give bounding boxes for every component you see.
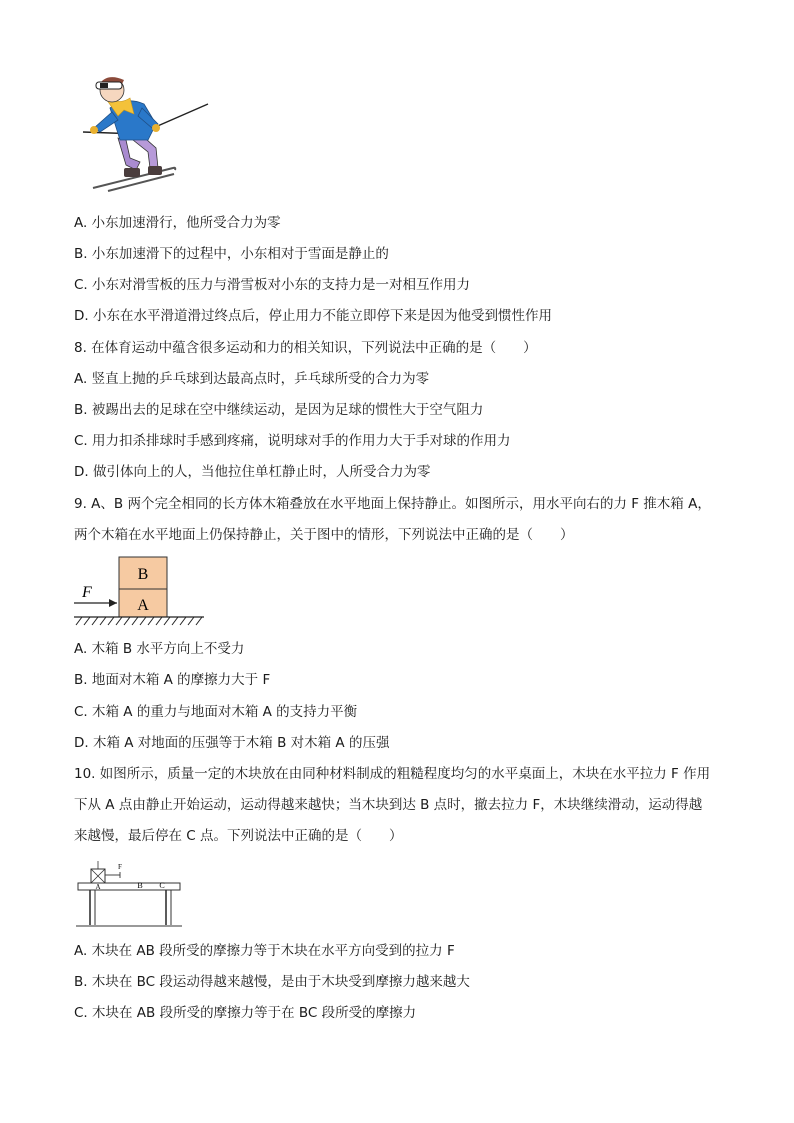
force-f-label: F [82,584,92,601]
q7-option-d: D. 小东在水平滑道滑过终点后，停止用力不能立即停下来是因为他受到惯性作用 [74,308,552,324]
q8-stem: 8. 在体育运动中蕴含很多运动和力的相关知识，下列说法中正确的是（ ） [74,340,537,356]
q10-force-label: F [118,863,122,871]
q10-option-a: A. 木块在 AB 段所受的摩擦力等于木块在水平方向受到的拉力 F [74,943,455,959]
box-a-label: A [137,597,149,614]
q8-option-b: B. 被踢出去的足球在空中继续运动，是因为足球的惯性大于空气阻力 [74,402,484,418]
q8-option-c: C. 用力扣杀排球时手感到疼痛，说明球对手的作用力大于手对球的作用力 [74,433,511,449]
q9-stem-line2: 两个木箱在水平地面上仍保持静止，关于图中的情形，下列说法中正确的是（ ） [74,527,574,543]
q8-option-d: D. 做引体向上的人，当他拉住单杠静止时，人所受合力为零 [74,464,431,480]
q7-option-b: B. 小东加速滑下的过程中，小东相对于雪面是静止的 [74,246,389,262]
q10-stem-line2: 下从 A 点由静止开始运动，运动得越来越快；当木块到达 B 点时，撤去拉力 F，木块继续滑动，运动得越 [74,797,703,813]
box-b-label: B [137,566,149,583]
q10-option-b: B. 木块在 BC 段运动得越来越慢，是由于木块受到摩擦力越来越大 [74,974,470,990]
ground-hatching [76,617,202,625]
q7-option-a: A. 小东加速滑行，他所受合力为零 [74,215,281,231]
q9-option-c: C. 木箱 A 的重力与地面对木箱 A 的支持力平衡 [74,704,358,720]
q10-option-c: C. 木块在 AB 段所受的摩擦力等于在 BC 段所受的摩擦力 [74,1005,417,1021]
q9-option-a: A. 木箱 B 水平方向上不受力 [74,641,245,657]
q10-stem-line3: 来越慢，最后停在 C 点。下列说法中正确的是（ ） [74,828,403,844]
q10-table-figure [74,855,184,930]
q9-stem-line1: 9. A、B 两个完全相同的长方体木箱叠放在水平地面上保持静止。如图所示，用水平向右的力 F 推木箱 A， [74,496,711,512]
skier-figure [78,70,213,195]
q9-boxes-figure [72,555,212,630]
q10-stem-line1: 10. 如图所示，质量一定的木块放在由同种材料制成的粗糙程度均匀的水平桌面上，木块在水平拉力 F 作用 [74,766,711,782]
q9-option-b: B. 地面对木箱 A 的摩擦力大于 F [74,672,271,688]
q9-option-d: D. 木箱 A 对地面的压强等于木箱 B 对木箱 A 的压强 [74,735,390,751]
point-c-label: C [159,881,165,890]
q7-option-c: C. 小东对滑雪板的压力与滑雪板对小东的支持力是一对相互作用力 [74,277,471,293]
q8-option-a: A. 竖直上抛的乒乓球到达最高点时，乒乓球所受的合力为零 [74,371,430,387]
point-a-label: A [95,883,101,891]
point-b-label: B [137,881,143,890]
